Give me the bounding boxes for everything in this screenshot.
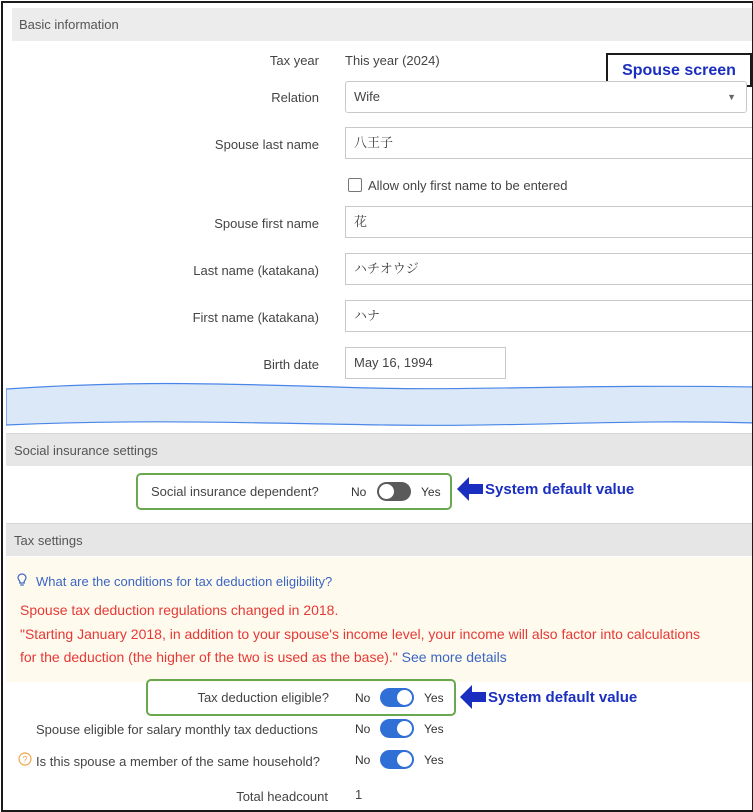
tax-year-label: Tax year [269,53,319,68]
same-household-label: Is this spouse a member of the same household? [36,754,320,769]
basic-information-panel [12,41,752,386]
section-break-wave [6,381,753,433]
tax-notice-line-1: Spouse tax deduction regulations changed in 2018. [20,602,339,618]
system-default-annotation-1: System default value [485,481,635,498]
lightbulb-icon [17,573,27,587]
tax-notice-line-2: "Starting January 2018, in addition to your spouse's income level, your income will also factor into calculations [20,626,700,642]
social-dependent-toggle[interactable] [377,482,411,501]
system-default-annotation-2: System default value [488,689,638,706]
screen-callout-label: Spouse screen [622,62,736,79]
basic-information-header [12,8,752,42]
relation-label: Relation [271,90,319,105]
spouse-last-name-input[interactable]: 八王子 [345,127,752,159]
last-name-katakana-label: Last name (katakana) [193,263,319,278]
social-insurance-title: Social insurance settings [14,443,158,458]
relation-select-value: Wife [354,89,380,104]
relation-select[interactable] [345,81,747,113]
monthly-deduction-yes-label: Yes [424,722,444,736]
spouse-first-name-label: Spouse first name [214,216,319,231]
monthly-deduction-label: Spouse eligible for salary monthly tax deductions [36,722,318,737]
chevron-down-icon: ▼ [727,92,736,102]
monthly-deduction-toggle[interactable] [380,719,414,738]
tax-eligible-label: Tax deduction eligible? [197,690,329,705]
help-circle-icon[interactable] [18,752,32,766]
tax-notice-line-3-text: for the deduction (the higher of the two is used as the base)." [20,649,398,665]
same-household-no-label: No [355,753,371,767]
social-dependent-label: Social insurance dependent? [151,484,319,499]
tax-settings-header [6,523,753,556]
birth-date-label: Birth date [263,357,319,372]
total-headcount-label: Total headcount [236,789,328,804]
last-name-katakana-input[interactable]: ハチオウジ [345,253,752,285]
first-name-only-label: Allow only first name to be entered [368,178,568,193]
birth-date-input[interactable]: May 16, 1994 [345,347,506,379]
monthly-deduction-no-label: No [355,722,371,736]
tax-eligible-no-label: No [355,691,371,705]
social-dependent-no-label: No [351,485,367,499]
social-insurance-header [6,433,753,466]
same-household-toggle[interactable] [380,750,414,769]
tax-conditions-link[interactable]: What are the conditions for tax deduction eligibility? [36,574,333,589]
left-arrow-icon [460,685,486,709]
svg-text:?: ? [22,754,28,765]
tax-settings-title: Tax settings [14,533,83,548]
first-name-only-checkbox[interactable] [348,178,362,192]
total-headcount-value: 1 [355,787,363,802]
left-arrow-icon [457,477,483,501]
spouse-first-name-input[interactable]: 花 [345,206,752,238]
same-household-yes-label: Yes [424,753,444,767]
basic-information-title: Basic information [19,17,119,32]
tax-eligible-yes-label: Yes [424,691,444,705]
first-name-katakana-label: First name (katakana) [192,310,319,325]
tax-notice-line-3 [20,649,507,665]
social-dependent-yes-label: Yes [421,485,441,499]
tax-year-value: This year (2024) [345,53,440,68]
see-more-details-link[interactable]: See more details [401,649,507,665]
spouse-last-name-label: Spouse last name [214,137,319,152]
first-name-katakana-input[interactable]: ハナ [345,300,752,332]
spouse-screen-frame [1,1,753,812]
tax-notice-panel [6,557,753,682]
tax-eligible-toggle[interactable] [380,688,414,707]
